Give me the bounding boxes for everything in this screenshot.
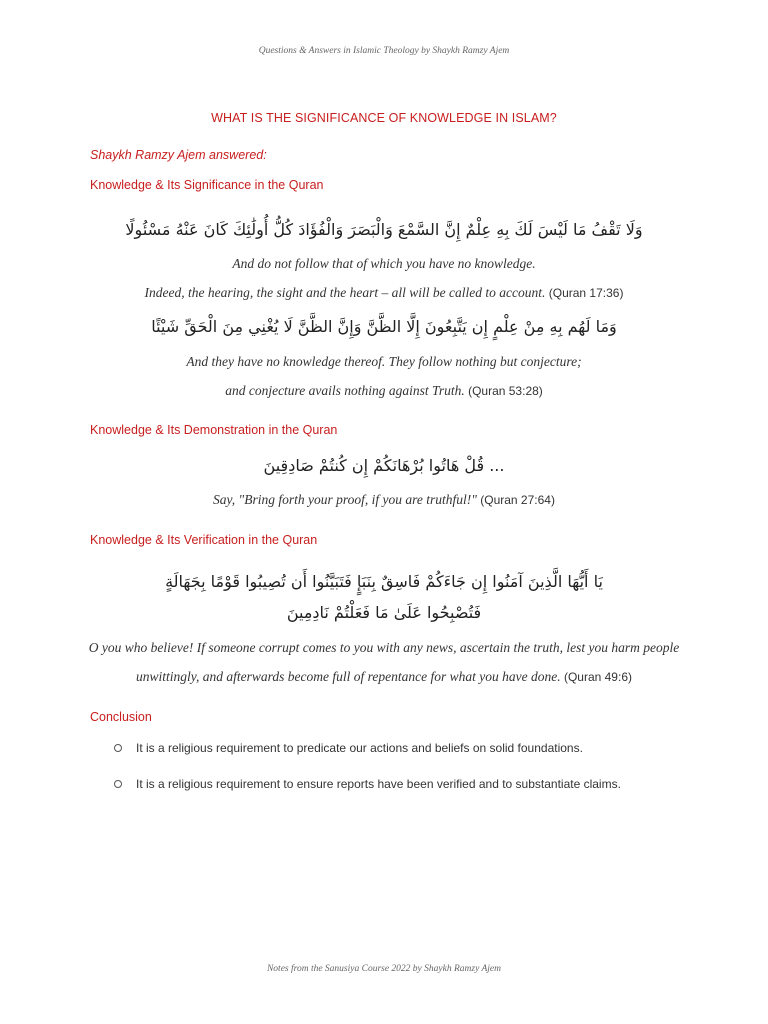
translation-line: O you who believe! If someone corrupt comes to you with any news, ascertain the truth, lest you harm people	[88, 640, 680, 655]
page-header: Questions & Answers in Islamic Theology by Shaykh Ramzy Ajem	[258, 46, 510, 56]
bullet-circle-icon	[114, 744, 122, 752]
quran-reference: (Quran 27:64)	[480, 493, 555, 507]
translation-line: And do not follow that of which you have no knowledge.	[232, 256, 536, 271]
translation-text: Say, "Bring forth your proof, if you are truthful!"	[213, 492, 477, 507]
arabic-verse-17-36: وَلَا تَقْفُ مَا لَيْسَ لَكَ بِهِ عِلْمٌ إِنَّ السَّمْعَ وَالْبَصَرَ وَالْفُؤَادَ كُلُّ أُولَٰئِكَ كَانَ عَنْهُ مَسْئُولًا	[125, 220, 643, 239]
translation-text: Indeed, the hearing, the sight and the heart – all will be called to account.	[144, 285, 546, 300]
arabic-verse-53-28: وَمَا لَهُم بِهِ مِنْ عِلْمٍ إِن يَتَّبِعُونَ إِلَّا الظَّنَّ وَإِنَّ الظَّنَّ لَا يُغْنِي مِنَ الْحَقِّ شَيْئًا	[151, 317, 617, 336]
translation-line	[40, 383, 728, 399]
translation-line: And they have no knowledge thereof. They follow nothing but conjecture;	[186, 354, 582, 369]
conclusion-item	[114, 741, 583, 755]
translation-text: and conjecture avails nothing against Truth.	[225, 383, 465, 398]
bullet-circle-icon	[114, 780, 122, 788]
answered-by: Shaykh Ramzy Ajem answered:	[90, 148, 267, 162]
translation-text: unwittingly, and afterwards become full of repentance for what you have done.	[136, 669, 561, 684]
quran-reference: (Quran 17:36)	[548, 286, 624, 300]
section-heading-demonstration: Knowledge & Its Demonstration in the Quran	[90, 423, 338, 437]
quran-reference: (Quran 53:28)	[468, 384, 543, 398]
quran-reference: (Quran 49:6)	[563, 670, 632, 684]
conclusion-heading: Conclusion	[90, 710, 152, 724]
translation-line	[40, 669, 728, 685]
conclusion-item	[114, 777, 621, 791]
translation-line	[40, 285, 728, 301]
conclusion-item-text: It is a religious requirement to ensure reports have been verified and to substantiate claims.	[136, 777, 621, 791]
translation-line	[40, 492, 728, 508]
section-heading-verification: Knowledge & Its Verification in the Quran	[90, 533, 318, 547]
section-heading-significance: Knowledge & Its Significance in the Quran	[90, 178, 324, 192]
conclusion-item-text: It is a religious requirement to predicate our actions and beliefs on solid foundations.	[136, 741, 583, 755]
arabic-verse-49-6-line1: يَا أَيُّهَا الَّذِينَ آمَنُوا إِن جَاءَكُمْ فَاسِقٌ بِنَبَإٍ فَتَبَيَّنُوا أَن تُصِيبُوا قَوْمًا بِجَهَالَةٍ	[165, 572, 603, 591]
page-title: WHAT IS THE SIGNIFICANCE OF KNOWLEDGE IN ISLAM?	[211, 111, 557, 125]
arabic-verse-49-6-line2: فَتُصْبِحُوا عَلَىٰ مَا فَعَلْتُمْ نَادِمِينَ	[286, 603, 482, 622]
page-footer: Notes from the Sanusiya Course 2022 by Shaykh Ramzy Ajem	[266, 964, 502, 974]
arabic-verse-27-64: ... قُلْ هَاتُوا بُرْهَانَكُمْ إِن كُنتُمْ صَادِقِينَ	[263, 456, 505, 475]
